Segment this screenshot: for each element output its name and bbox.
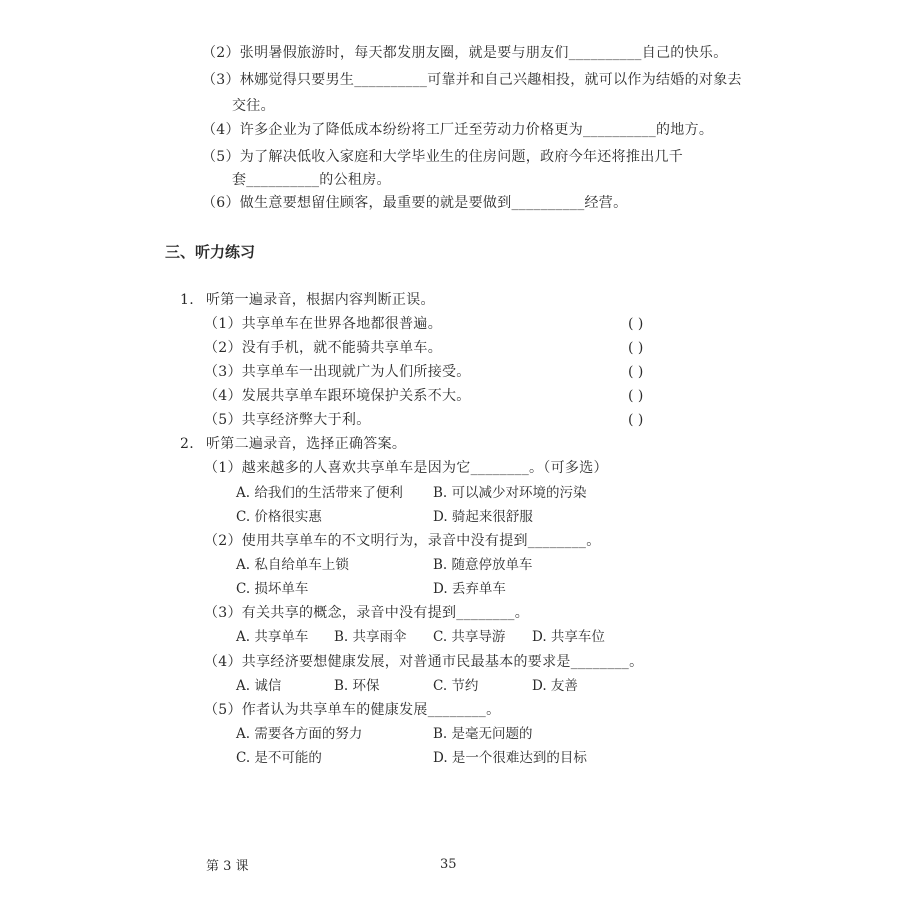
choice-question-4: （4）共享经济要想健康发展，对普通市民最基本的要求是________。 bbox=[204, 654, 644, 670]
option-b: B. 共享雨伞 bbox=[334, 629, 407, 645]
choice-question-5: （5）作者认为共享单车的健康发展________。 bbox=[204, 702, 501, 718]
option-a: A. 共享单车 bbox=[236, 629, 309, 645]
answer-parentheses: ( ) bbox=[628, 364, 644, 380]
option-c: C. 是不可能的 bbox=[236, 750, 322, 766]
page-number: 35 bbox=[440, 857, 457, 872]
fill-blank-item-4: （4）许多企业为了降低成本纷纷将工厂迁至劳动力价格更为__________的地方。 bbox=[202, 122, 714, 138]
option-d: D. 友善 bbox=[532, 678, 578, 694]
option-b: B. 环保 bbox=[334, 678, 380, 694]
option-b: B. 随意停放单车 bbox=[433, 557, 533, 573]
true-false-item-4: （4）发展共享单车跟环境保护关系不大。 bbox=[204, 388, 471, 404]
part2-instruction: 听第二遍录音，选择正确答案。 bbox=[206, 436, 407, 452]
option-c: C. 价格很实惠 bbox=[236, 509, 322, 525]
part1-instruction: 听第一遍录音，根据内容判断正误。 bbox=[206, 292, 435, 308]
part1-number: 1. bbox=[180, 292, 194, 308]
choice-question-1: （1）越来越多的人喜欢共享单车是因为它________。（可多选） bbox=[204, 460, 608, 476]
option-a: A. 需要各方面的努力 bbox=[236, 726, 363, 742]
option-b: B. 可以减少对环境的污染 bbox=[433, 485, 587, 501]
option-c: C. 共享导游 bbox=[433, 629, 506, 645]
answer-parentheses: ( ) bbox=[628, 340, 644, 356]
true-false-item-2: （2）没有手机，就不能骑共享单车。 bbox=[204, 340, 443, 356]
lesson-label: 第 3 课 bbox=[206, 859, 249, 874]
true-false-item-3: （3）共享单车一出现就广为人们所接受。 bbox=[204, 364, 471, 380]
section-heading: 三、听力练习 bbox=[165, 243, 256, 261]
option-b: B. 是毫无问题的 bbox=[433, 726, 533, 742]
fill-blank-item-5: （5）为了解决低收入家庭和大学毕业生的住房问题，政府今年还将推出几千 bbox=[202, 149, 684, 165]
answer-parentheses: ( ) bbox=[628, 316, 644, 332]
option-a: A. 给我们的生活带来了便利 bbox=[236, 485, 403, 501]
true-false-item-1: （1）共享单车在世界各地都很普遍。 bbox=[204, 316, 443, 332]
option-d: D. 是一个很难达到的目标 bbox=[433, 750, 587, 766]
option-d: D. 丢弃单车 bbox=[433, 581, 506, 597]
option-d: D. 骑起来很舒服 bbox=[433, 509, 533, 525]
fill-blank-item-2: （2）张明暑假旅游时，每天都发朋友圈，就是要与朋友们__________自己的快乐。 bbox=[202, 45, 728, 61]
true-false-item-5: （5）共享经济弊大于利。 bbox=[204, 412, 371, 428]
fill-blank-item-3: （3）林娜觉得只要男生__________可靠并和自己兴趣相投，就可以作为结婚的对象去 bbox=[202, 72, 742, 88]
fill-blank-item-5-cont: 套__________的公租房。 bbox=[232, 172, 391, 188]
fill-blank-item-3-cont: 交往。 bbox=[232, 98, 275, 114]
option-c: C. 损坏单车 bbox=[236, 581, 309, 597]
choice-question-2: （2）使用共享单车的不文明行为，录音中没有提到________。 bbox=[204, 533, 601, 549]
option-d: D. 共享车位 bbox=[532, 629, 605, 645]
option-a: A. 诚信 bbox=[236, 678, 282, 694]
option-c: C. 节约 bbox=[433, 678, 479, 694]
fill-blank-item-6: （6）做生意要想留住顾客，最重要的就是要做到__________经营。 bbox=[202, 195, 628, 211]
option-a: A. 私自给单车上锁 bbox=[236, 557, 349, 573]
answer-parentheses: ( ) bbox=[628, 388, 644, 404]
answer-parentheses: ( ) bbox=[628, 412, 644, 428]
choice-question-3: （3）有关共享的概念，录音中没有提到________。 bbox=[204, 605, 530, 621]
part2-number: 2. bbox=[180, 436, 194, 452]
